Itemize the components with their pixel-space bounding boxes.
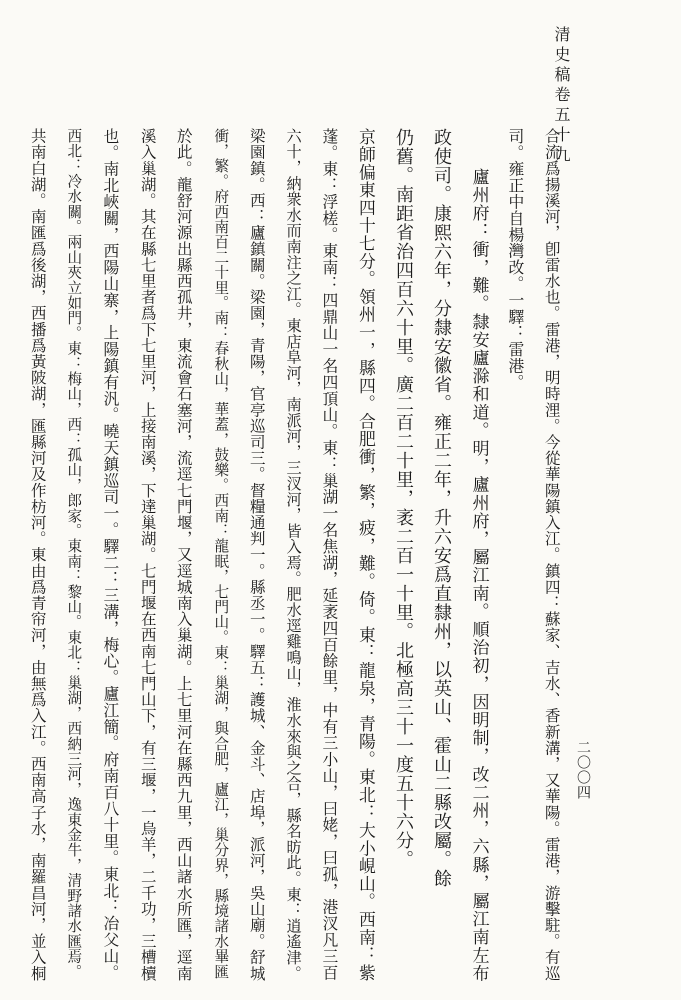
text-column-6: 京師偏東四十七分。領州一，縣四。合肥衝，繁，疲，難。倚。東：龍泉，青陽。東北：大小峴山。西南：紫: [356, 128, 377, 982]
text-column-12: 溪入巢湖。其在縣七里者爲下七里河，上接南溪，下達巢湖。七門堰在西南七門山下，有三堰，一烏羊，二千功，三槽櫝: [138, 128, 157, 982]
text-column-9: 梁園鎮。西：廬鎮關。梁園，青陽，官亭巡司三。督糧通判一。縣丞一。驛五：護城、金斗、店埠，派河，吳山廟。舒城: [247, 128, 266, 982]
text-column-2: 司。雍正中自楊灣改。一驛：雷港。: [505, 128, 525, 391]
text-column-13: 也。南北峽關，西陽山寨，上陽鎮有汎。曉天鎮巡司一。驛二：三溝，梅心。廬江簡。府南百八十里。東北：冶父山。: [100, 128, 120, 981]
text-column-11: 於此。龍舒河源出縣西孤井，東流會石塞河，流逕七門堰，又逕城南入巢湖。上七里河在縣西九里，西山諸水所匯，逕南: [174, 128, 193, 982]
text-column-7: 蓬。東：浮槎。東南：四鼎山一名四頂山。東：巢湖一名焦湖，延袤四百餘里，中有三小山，曰姥，曰孤，港汊凡三百: [319, 128, 339, 981]
text-column-4: 政使司。康熙六年，分隸安徽省。雍正二年，升六安爲直隸州，以英山、霍山二縣改屬。餘: [431, 128, 452, 888]
running-title: 清史稿卷五十九: [552, 26, 571, 166]
text-column-3: 廬州府：衝，難。隸安廬滁和道。明，廬州府，屬江南。順治初，因明制，改二州，六縣，屬江南左布: [468, 168, 489, 983]
text-column-8: 六十，納衆水而南注之江。東店阜河，南派河，三汊河，皆入焉。肥水逕雞鳴山，淮水來與之合，縣名昉此。東：逍遙津。: [284, 128, 303, 982]
text-column-1: 合流爲揚溪河，卽雷水也。雷港，明時浬。今從華陽鎮入江。鎮四：蘇家、吉水、香新溝，又華陽。雷港，游擊駐。有巡: [542, 128, 561, 982]
text-column-5: 仍舊。南距省治四百六十里。廣二百二十里，袤二百一十里。北極高三十一度五十六分。: [393, 128, 414, 869]
page-number: 二〇〇四: [575, 740, 591, 800]
text-column-10: 衝，繁。府西南百二十里。南：春秋山，華蓋，鼓樂。西南：龍眠，七門山。東：巢湖，與合肥，廬江，巢分界，縣境諸水畢匯: [212, 128, 230, 980]
text-column-15: 共南白湖。南匯爲後湖，西播爲黃陂湖，匯縣河及作枋河。東由爲青帘河，由無爲入江。西南高子水，南羅昌河，並入桐: [28, 128, 47, 982]
text-column-14: 西北：冷水關。兩山夾立如門。東：梅山，西：孤山，郎家。東南：黎山。東北：巢湖，西納三河，逸東金牛，清野諸水匯焉。: [65, 128, 83, 980]
